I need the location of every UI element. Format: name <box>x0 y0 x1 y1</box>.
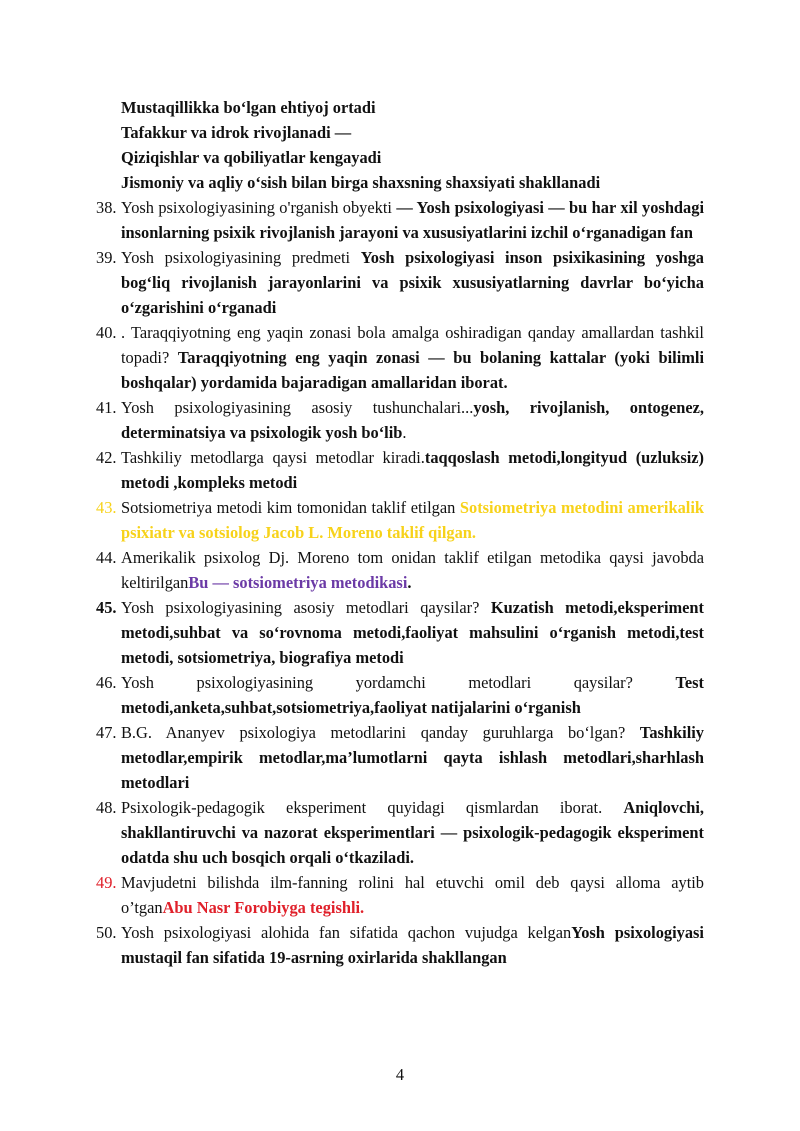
item-number: 38. <box>96 198 117 217</box>
list-item-44 <box>96 545 704 595</box>
item-answer: Bu — sotsiometriya metodikasi <box>188 573 408 592</box>
page-number: 4 <box>395 1065 405 1084</box>
item-number: 43. <box>96 498 117 517</box>
item-answer: Yosh psixologiyasi mustaqil fan sifatida 19-asrning oxirlarida shakllangan <box>121 923 704 967</box>
item-number: 40. <box>96 323 117 342</box>
item-answer: Aniqlovchi, shakllantiruvchi va nazorat eksperimentlari — psixologik-pedagogik eksperiment odatda shu uch bosqich orqali o‘tkaziladi. <box>121 798 704 867</box>
item-answer: Sotsiometriya metodini amerikalik psixiatr va sotsiolog Jacob L. Moreno taklif qilgan. <box>121 498 704 542</box>
item-number: 49. <box>96 873 117 892</box>
item-question: Amerikalik psixolog Dj. Moreno tom onidan taklif etilgan metodika qaysi javobda keltirilgan <box>121 548 704 592</box>
item-number: 47. <box>96 723 117 742</box>
item-answer: Test metodi,anketa,suhbat,sotsiometriya,faoliyat natijalarini o‘rganish <box>121 673 704 717</box>
list-item-47 <box>96 720 704 795</box>
list-item-39 <box>96 245 704 320</box>
item-answer: Yosh psixologiyasi inson psixikasining yoshga bog‘liq rivojlanish jarayonlarini va psixik xususiyatlarning davrlar bo‘yicha o‘zgarishini o‘rganadi <box>121 248 704 317</box>
item-question: Yosh psixologiyasining o'rganish obyekti <box>121 198 397 217</box>
item-question: Sotsiometriya metodi kim tomonidan taklif etilgan <box>121 498 460 517</box>
list-item-38 <box>96 195 704 245</box>
intro-line: Qiziqishlar va qobiliyatlar kengayadi <box>121 148 382 167</box>
list-item-49 <box>96 870 704 920</box>
list-item-50 <box>96 920 704 970</box>
list-item-42 <box>96 445 704 495</box>
item-question: Mavjudetni bilishda ilm-fanning rolini hal etuvchi omil deb qaysi alloma aytib o’tgan <box>121 873 704 917</box>
item-number: 50. <box>96 923 117 942</box>
intro-lines <box>121 95 711 195</box>
item-tail: . <box>402 423 407 442</box>
item-question: Psixologik-pedagogik eksperiment quyidagi qismlardan iborat. <box>121 798 624 817</box>
item-question: Tashkiliy metodlarga qaysi metodlar kiradi. <box>121 448 425 467</box>
item-tail: . <box>407 573 412 592</box>
item-number: 41. <box>96 398 117 417</box>
item-number: 39. <box>96 248 117 267</box>
list-item-43 <box>96 495 704 545</box>
item-question: Yosh psixologiyasining yordamchi metodlari qaysilar? <box>121 673 676 692</box>
intro-line: Mustaqillikka bo‘lgan ehtiyoj ortadi <box>121 98 376 117</box>
item-number: 42. <box>96 448 117 467</box>
list-item-41 <box>96 395 704 445</box>
intro-line: Tafakkur va idrok rivojlanadi — <box>121 123 352 142</box>
list-item-46 <box>96 670 704 720</box>
list-item-40 <box>96 320 704 395</box>
item-number: 46. <box>96 673 117 692</box>
item-answer: Abu Nasr Forobiyga tegishli. <box>162 898 365 917</box>
item-question: B.G. Ananyev psixologiya metodlarini qanday guruhlarga bo‘lgan? <box>121 723 640 742</box>
item-answer: Tashkiliy metodlar,empirik metodlar,ma’lumotlarni qayta ishlash metodlari,sharhlash metodlari <box>121 723 704 792</box>
item-question: Yosh psixologiyasining predmeti <box>121 248 361 267</box>
item-question: Yosh psixologiyasining asosiy metodlari qaysilar? <box>121 598 491 617</box>
item-answer: Kuzatish metodi,eksperiment metodi,suhbat va so‘rovnoma metodi,faoliyat mahsulini o‘rganish metodi,test metodi, sotsiometriya, biografiya metodi <box>121 598 704 667</box>
list-item-45 <box>96 595 704 670</box>
intro-line: Jismoniy va aqliy o‘sish bilan birga shaxsning shaxsiyati shakllanadi <box>121 173 601 192</box>
item-number: 45. <box>96 598 117 617</box>
question-list <box>96 195 704 970</box>
list-item-48 <box>96 795 704 870</box>
item-question: . Taraqqiyotning eng yaqin zonasi bola amalga oshiradigan qanday amallardan tashkil topadi? <box>121 323 704 367</box>
item-answer: Taraqqiyotning eng yaqin zonasi — bu bolaning kattalar (yoki bilimli boshqalar) yordamida bajaradigan amallaridan iborat. <box>121 348 705 392</box>
item-number: 48. <box>96 798 117 817</box>
item-answer: taqqoslash metodi,longityud (uzluksiz) metodi ,kompleks metodi <box>121 448 704 492</box>
item-question: Yosh psixologiyasi alohida fan sifatida qachon vujudga kelgan <box>121 923 572 942</box>
item-answer: — Yosh psixologiyasi — bu har xil yoshdagi insonlarning psixik rivojlanish jarayoni va xususiyatlarini izchil o‘rganadigan fan <box>121 198 704 242</box>
item-question: Yosh psixologiyasining asosiy tushunchalari... <box>121 398 474 417</box>
item-number: 44. <box>96 548 117 567</box>
item-answer: yosh, rivojlanish, ontogenez, determinatsiya va psixologik yosh bo‘lib <box>121 398 704 442</box>
